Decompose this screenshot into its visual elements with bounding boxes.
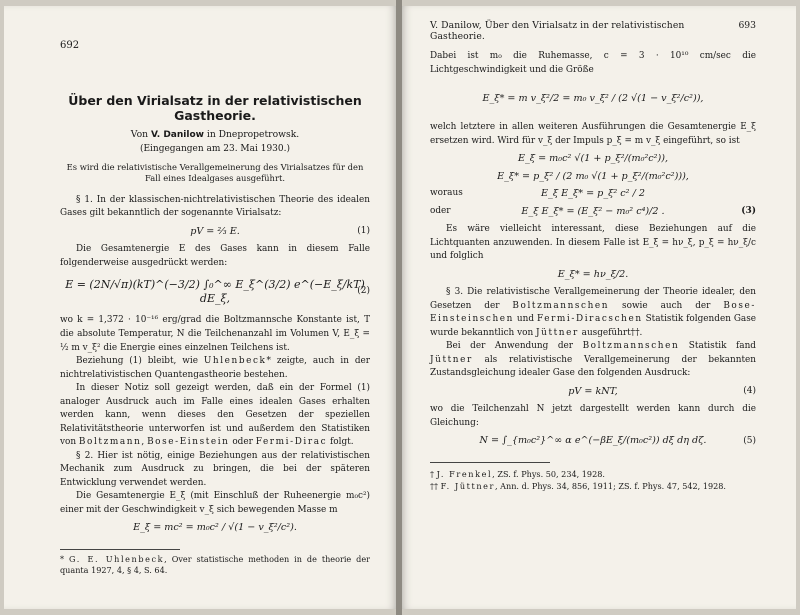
r-paragraph-4: [430, 286, 756, 340]
paragraph-5-comma: ,: [141, 437, 145, 448]
paragraph-1: § 1. In der klassischen-nichtrelativistischen Theorie des idealen Gases gilt bekanntlich der sogenannte Virialsatz:: [60, 194, 370, 219]
equation-8-body: E_ξ E_ξ* = (E_ξ² − m₀² c⁴)/2 .: [521, 205, 665, 217]
r-paragraph-3: Es wäre vielleicht interessant, diese Beziehungen auf die Lichtquanten anzuwenden. In diesem Falle ist E_ξ = hν_ξ, p_ξ = hν_ξ/c und folglich: [430, 224, 756, 262]
footnote-separator: [60, 549, 180, 550]
equation-10: [430, 386, 756, 398]
paragraph-5-name-1: Boltzmann: [78, 437, 142, 448]
footnotes-right: [430, 469, 756, 492]
paragraph-4-a: Beziehung (1) bleibt, wie: [76, 356, 198, 367]
r-paragraph-4-e: ausgeführt††.: [581, 327, 643, 338]
paragraph-5-oder: oder: [232, 437, 253, 448]
label-oder: oder: [430, 205, 451, 216]
r-paragraph-4-b: sowie auch der: [622, 300, 711, 311]
equation-9-body: E_ξ* = hν_ξ/2.: [557, 268, 629, 280]
page-number-right: 693: [738, 20, 756, 31]
equation-2-number: (2): [357, 286, 370, 297]
r-paragraph-6: wo die Teilchenzahl N jetzt dargestellt werden kann durch die Gleichung:: [430, 404, 756, 428]
left-page: [4, 6, 396, 609]
page-number-left: 692: [60, 40, 80, 51]
equation-11: [430, 435, 756, 447]
paragraph-4-b: * zeigte, auch in der nichtrelativistischen Quantengastheorie bestehen.: [60, 356, 370, 380]
paragraph-5: [60, 382, 370, 450]
r-paragraph-5-a: Bei der Anwendung der: [446, 341, 574, 352]
paragraph-4: [60, 355, 370, 382]
equation-1: [60, 226, 370, 238]
footnote-text: , Over statistische methoden in de theorie der quanta 1927, 4, § 4, S. 64.: [60, 553, 370, 576]
equation-8: [430, 206, 756, 218]
r-footnote-separator: [430, 462, 550, 463]
r-paragraph-2: welch letztere in allen weiteren Ausführungen die Gesamtenergie E_ξ ersetzen wird. Wird für v_ξ der Impuls p_ξ = m v_ξ eingeführt, so ist: [430, 122, 756, 146]
r-paragraph-1: Dabei ist m₀ die Ruhemasse, c = 3 · 10¹⁰ cm/sec die Lichtgeschwindigkeit und die Größe: [430, 51, 756, 75]
equation-3-body: E_ξ = mc² = m₀c² / √(1 − v_ξ²/c²).: [133, 522, 297, 534]
r-paragraph-5-b: Statistik fand: [688, 341, 756, 352]
received-date: (Eingegangen am 23. Mai 1930.): [139, 144, 291, 154]
equation-10-number: (4): [743, 386, 756, 397]
running-head: [430, 20, 756, 42]
footnote-juettner: [430, 481, 756, 493]
author-line: [60, 129, 370, 140]
r-paragraph-4-name-4: Jüttner: [536, 327, 579, 338]
footnote-1-mark: †: [430, 468, 435, 479]
footnote-2-mark: ††: [430, 480, 439, 491]
footnote-1-author: J. Frenkel: [436, 468, 493, 479]
author-name: V. Danilow: [150, 130, 204, 140]
abstract: Es wird die relativistische Verallgemeinerung des Virialsatzes für den Fall eines Idealgases ausgeführt.: [66, 162, 364, 183]
label-woraus: woraus: [430, 188, 463, 199]
equation-1-body: pV = ⅔ E.: [190, 225, 240, 237]
equation-7-body: E_ξ E_ξ* = p_ξ² c² / 2: [541, 188, 645, 200]
article-title: Über den Virialsatz in der relativistischen Gastheorie.: [68, 93, 362, 123]
equation-2-body: E = (2N/√π)(kT)^(−3/2) ∫₀^∞ E_ξ^(3/2) e^(−E_ξ/kT) dE_ξ,: [65, 278, 365, 306]
author-prefix: Von: [130, 129, 149, 140]
r-paragraph-5-c: als relativistische Verallgemeinerung der bekannten Zustandsgleichung idealer Gase den folgenden Ausdruck:: [430, 354, 756, 379]
footnote-2-author: F. Jüttner: [440, 480, 496, 491]
r-paragraph-5-name-1: Boltzmannschen: [582, 341, 680, 352]
paragraph-3: wo k = 1,372 · 10⁻¹⁶ erg/grad die Boltzmannsche Konstante ist, T die absolute Temperatur, N die Teilchenanzahl im Volumen V, E_ξ = ½ m v_ξ² die Energie eines einzelnen Teilchens ist.: [60, 315, 370, 353]
footnote-1-text: , ZS. f. Phys. 50, 234, 1928.: [492, 468, 605, 479]
equation-6-body: E_ξ* = p_ξ² / (2 m₀ √(1 + p_ξ²/(m₀²c²))),: [497, 170, 689, 182]
equation-9: [430, 269, 756, 281]
equation-4-body: E_ξ* = m v_ξ²/2 = m₀ v_ξ² / (2 √(1 − v_ξ²/c²)),: [482, 92, 704, 104]
equation-4: [430, 82, 756, 116]
equation-5: [430, 153, 756, 165]
equation-1-number: (1): [357, 226, 370, 237]
footnote-author: G. E. Uhlenbeck: [69, 553, 165, 564]
right-page: [402, 6, 796, 609]
paragraph-7: Die Gesamtenergie E_ξ (mit Einschluß der Ruheenergie m₀c²) einer mit der Geschwindigkeit v_ξ sich bewegenden Masse m: [60, 491, 370, 515]
r-paragraph-5: [430, 340, 756, 381]
r-paragraph-4-a: § 3. Die relativistische Verallgemeinerung der Theorie idealer, den Gesetzen der: [430, 287, 756, 311]
paragraph-5-name-2: Bose-Einstein: [147, 437, 230, 448]
footnote-frenkel: [430, 469, 756, 481]
equation-7: [430, 188, 756, 200]
equation-3: [60, 522, 370, 534]
equation-11-number: (5): [743, 435, 756, 446]
paragraph-5-a: In dieser Notiz soll gezeigt werden, daß ein der Formel (1) analoger Ausdruck auch im Falle eines idealen Gases erhalten werden kann, wenn dieses den Gesetzen der speziellen Relativitätstheorie unterworfen ist und außerdem den Statistiken von: [60, 383, 370, 448]
footnote-2-text: , Ann. d. Phys. 34, 856, 1911; ZS. f. Phys. 47, 542, 1928.: [495, 480, 726, 491]
equation-6: [430, 171, 756, 183]
equation-10-body: pV = kNT,: [568, 385, 618, 397]
author-location: in Dnepropetrowsk.: [206, 129, 300, 140]
paragraph-4-name: Uhlenbeck: [203, 356, 267, 367]
equation-11-body: N = ∫_{m₀c²}^∞ α e^(−βE_ξ/(m₀c²)) dξ dη dζ.: [479, 435, 707, 447]
equation-2: [60, 275, 370, 309]
paragraph-5-end: folgt.: [330, 437, 354, 448]
paragraph-5-name-3: Fermi-Dirac: [255, 437, 328, 448]
paragraph-6: § 2. Hier ist nötig, einige Beziehungen aus der relativistischen Mechanik zum Ausdruck zu bringen, die bei der späteren Entwicklung verwendet werden.: [60, 450, 370, 488]
footnote-uhlenbeck: * G. E. Uhlenbeck, Over statistische methoden in de theorie der quanta 1927, 4, § 4, S. 64.: [60, 553, 370, 576]
r-paragraph-4-c: und: [516, 314, 535, 325]
r-paragraph-4-name-1: Boltzmannschen: [512, 300, 610, 311]
equation-5-body: E_ξ = m₀c² √(1 + p_ξ²/(m₀²c²)),: [517, 153, 669, 165]
r-paragraph-4-name-2: Bose-Einsteinschen: [430, 300, 756, 325]
r-paragraph-4-d: Statistik folgenden Gase wurde bekanntlich von: [430, 314, 757, 338]
r-paragraph-5-name-2: Jüttner: [430, 354, 473, 365]
equation-8-number: (3): [741, 205, 756, 216]
r-paragraph-4-name-3: Fermi-Diracschen: [536, 314, 643, 325]
paragraph-2: Die Gesamtenergie E des Gases kann in diesem Falle folgenderweise ausgedrückt werden:: [60, 244, 370, 268]
running-head-title: V. Danilow, Über den Virialsatz in der relativistischen Gastheorie.: [430, 20, 685, 42]
